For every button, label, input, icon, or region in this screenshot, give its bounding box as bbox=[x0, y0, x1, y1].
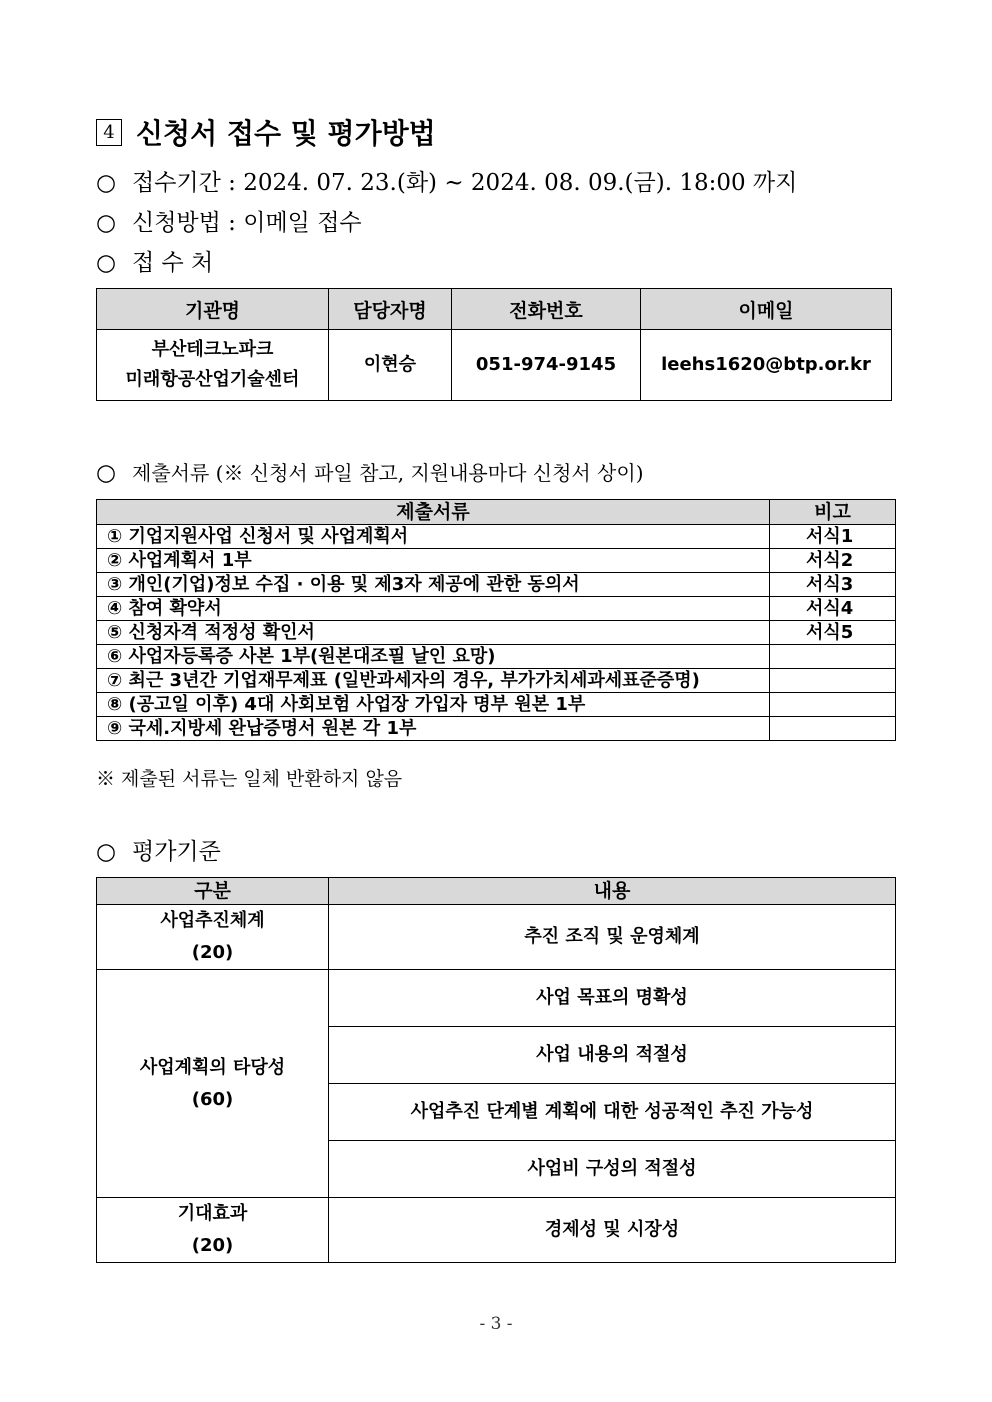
table-row bbox=[97, 970, 896, 1027]
table-row bbox=[97, 330, 892, 401]
category-name: 기대효과 bbox=[177, 1203, 248, 1224]
category-score: (20) bbox=[191, 1235, 234, 1256]
header-remark: 비고 bbox=[770, 500, 896, 525]
document-item: ③ 개인(기업)정보 수집 · 이용 및 제3자 제공에 관한 동의서 bbox=[97, 573, 770, 597]
document-item: ⑦ 최근 3년간 기업재무제표 (일반과세자의 경우, 부가가치세과세표준증명) bbox=[97, 669, 770, 693]
table-row bbox=[97, 717, 896, 741]
document-remark bbox=[770, 717, 896, 741]
document-remark: 서식5 bbox=[770, 621, 896, 645]
reception-table-header bbox=[97, 289, 892, 330]
reception-period-line bbox=[96, 164, 797, 197]
table-row bbox=[97, 597, 896, 621]
category-name: 사업추진체계 bbox=[160, 910, 265, 931]
table-row bbox=[97, 645, 896, 669]
section-number-box: 4 bbox=[96, 119, 122, 146]
reception-period: 접수기간 : 2024. 07. 23.(화) ~ 2024. 08. 09.(금). 18:00 까지 bbox=[132, 170, 798, 196]
table-row bbox=[97, 573, 896, 597]
section-heading bbox=[96, 112, 436, 152]
documents-table-header bbox=[97, 500, 896, 525]
reception-table bbox=[96, 288, 892, 401]
document-remark: 서식3 bbox=[770, 573, 896, 597]
table-row bbox=[97, 549, 896, 573]
org-name-line1: 부산테크노파크 bbox=[151, 339, 274, 360]
table-row bbox=[97, 525, 896, 549]
circle-bullet-icon: ○ bbox=[96, 170, 117, 196]
category-score: (60) bbox=[191, 1088, 234, 1110]
circle-bullet-icon: ○ bbox=[96, 250, 117, 276]
category-cell bbox=[97, 905, 329, 970]
content-cell: 경제성 및 시장성 bbox=[329, 1198, 896, 1263]
application-method: 신청방법 : 이메일 접수 bbox=[132, 210, 362, 236]
documents-line bbox=[96, 457, 644, 486]
section-title: 신청서 접수 및 평가방법 bbox=[136, 117, 436, 150]
evaluation-table bbox=[96, 877, 896, 1263]
table-row bbox=[97, 905, 896, 970]
document-item: ① 기업지원사업 신청서 및 사업계획서 bbox=[97, 525, 770, 549]
content-cell: 사업추진 단계별 계획에 대한 성공적인 추진 가능성 bbox=[329, 1084, 896, 1141]
reception-place-line bbox=[96, 244, 213, 277]
application-method-line bbox=[96, 204, 362, 237]
document-remark: 서식4 bbox=[770, 597, 896, 621]
email-cell: leehs1620@btp.or.kr bbox=[641, 330, 892, 401]
evaluation-line bbox=[96, 833, 221, 866]
document-item: ② 사업계획서 1부 bbox=[97, 549, 770, 573]
header-phone: 전화번호 bbox=[452, 289, 641, 330]
category-cell bbox=[97, 1198, 329, 1263]
document-item: ⑤ 신청자격 적정성 확인서 bbox=[97, 621, 770, 645]
document-item: ⑨ 국세.지방세 완납증명서 원본 각 1부 bbox=[97, 717, 770, 741]
documents-table bbox=[96, 499, 896, 741]
table-row bbox=[97, 669, 896, 693]
document-remark: 서식1 bbox=[770, 525, 896, 549]
documents-label: 제출서류 (※ 신청서 파일 참고, 지원내용마다 신청서 상이) bbox=[132, 461, 644, 485]
org-name-line2: 미래항공산업기술센터 bbox=[125, 369, 300, 390]
document-item: ⑥ 사업자등록증 사본 1부(원본대조필 날인 요망) bbox=[97, 645, 770, 669]
header-documents: 제출서류 bbox=[97, 500, 770, 525]
header-org: 기관명 bbox=[97, 289, 329, 330]
document-remark bbox=[770, 645, 896, 669]
phone-cell: 051-974-9145 bbox=[452, 330, 641, 401]
table-row bbox=[97, 621, 896, 645]
document-remark bbox=[770, 693, 896, 717]
header-content: 내용 bbox=[329, 878, 896, 905]
header-email: 이메일 bbox=[641, 289, 892, 330]
page-number: - 3 - bbox=[479, 1314, 513, 1334]
category-cell bbox=[97, 970, 329, 1198]
category-name: 사업계획의 타당성 bbox=[139, 1056, 286, 1078]
contact-cell: 이현승 bbox=[329, 330, 452, 401]
reception-place-label: 접 수 처 bbox=[132, 250, 214, 276]
circle-bullet-icon: ○ bbox=[96, 839, 117, 865]
table-row bbox=[97, 693, 896, 717]
content-cell: 사업 목표의 명확성 bbox=[329, 970, 896, 1027]
header-contact: 담당자명 bbox=[329, 289, 452, 330]
content-cell: 사업 내용의 적절성 bbox=[329, 1027, 896, 1084]
content-cell: 사업비 구성의 적절성 bbox=[329, 1141, 896, 1198]
evaluation-table-header bbox=[97, 878, 896, 905]
circle-bullet-icon: ○ bbox=[96, 210, 117, 236]
document-remark bbox=[770, 669, 896, 693]
table-row bbox=[97, 1198, 896, 1263]
circle-bullet-icon: ○ bbox=[96, 460, 117, 486]
evaluation-label: 평가기준 bbox=[132, 839, 221, 865]
org-cell bbox=[97, 330, 329, 401]
content-cell: 추진 조직 및 운영체계 bbox=[329, 905, 896, 970]
document-item: ⑧ (공고일 이후) 4대 사회보험 사업장 가입자 명부 원본 1부 bbox=[97, 693, 770, 717]
category-score: (20) bbox=[191, 942, 234, 963]
document-remark: 서식2 bbox=[770, 549, 896, 573]
header-category: 구분 bbox=[97, 878, 329, 905]
documents-note: ※ 제출된 서류는 일체 반환하지 않음 bbox=[96, 768, 403, 790]
document-item: ④ 참여 확약서 bbox=[97, 597, 770, 621]
